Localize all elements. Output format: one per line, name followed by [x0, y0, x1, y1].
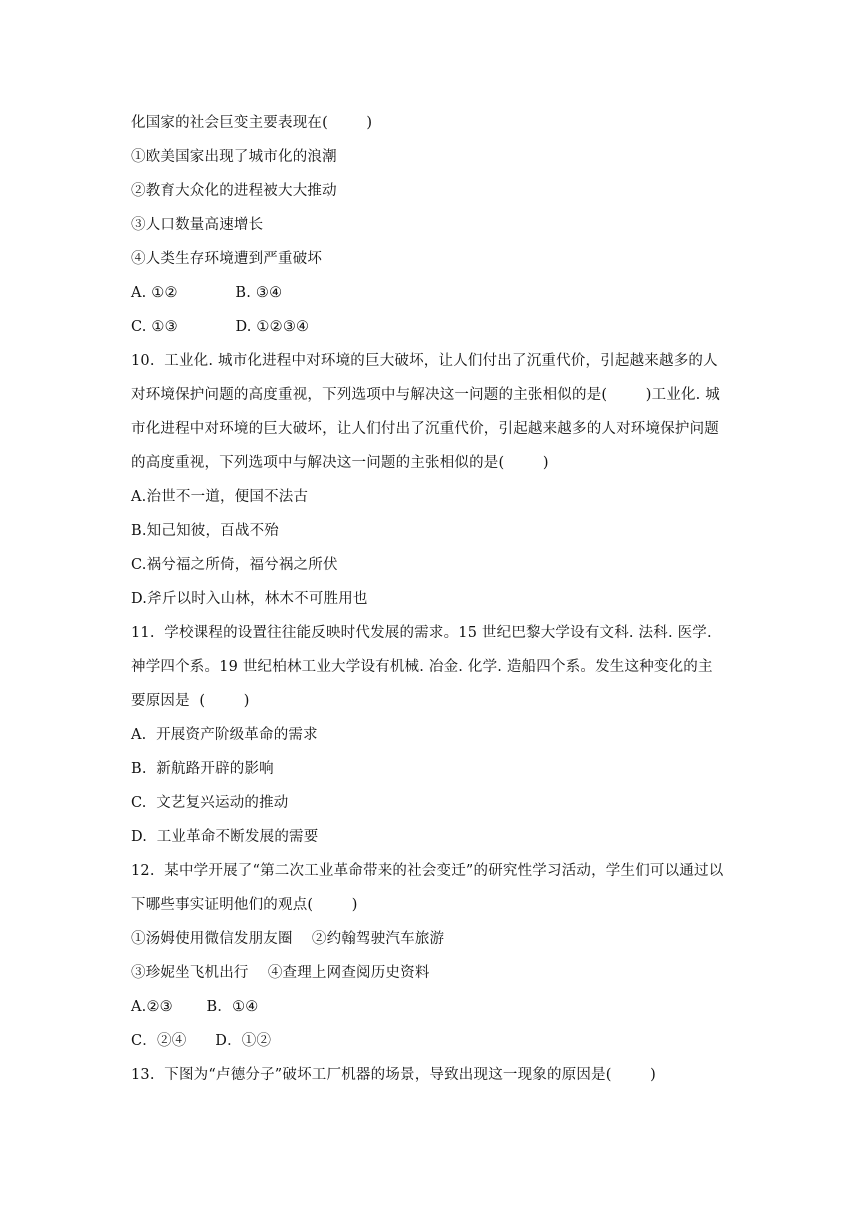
text-line: 神学四个系。19 世纪柏林工业大学设有机械. 冶金. 化学. 造船四个系。发生这种变化的主	[131, 659, 713, 675]
text-line: A. 开展资产阶级革命的需求	[131, 727, 318, 743]
text-line: 市化进程中对环境的巨大破坏，让人们付出了沉重代价，引起越来越多的人对环境保护问题	[131, 421, 719, 437]
text-line: 13. 下图为“卢德分子”破坏工厂机器的场景，导致出现这一现象的原因是( )	[131, 1067, 656, 1083]
text-line: 10. 工业化. 城市化进程中对环境的巨大破坏，让人们付出了沉重代价，引起越来越多的人	[131, 353, 718, 369]
text-line: ③人口数量高速增长	[131, 217, 264, 233]
text-line: A.②③ B．①④	[131, 999, 259, 1015]
text-line: 下哪些事实证明他们的观点( )	[131, 897, 358, 913]
text-line: A. ①② B. ③④	[131, 285, 283, 301]
text-line: ④人类生存环境遭到严重破坏	[131, 251, 323, 267]
text-line: D.斧斤以时入山林，林木不可胜用也	[131, 591, 368, 607]
text-line: C．②④ D．①②	[131, 1033, 272, 1049]
text-line: C.祸兮福之所倚，福兮祸之所伏	[131, 557, 338, 573]
text-line: ①汤姆使用微信发朋友圈 ②约翰驾驶汽车旅游	[131, 931, 445, 947]
text-line: B. 新航路开辟的影响	[131, 761, 274, 777]
text-line: 化国家的社会巨变主要表现在( )	[131, 115, 373, 131]
text-line: B.知己知彼，百战不殆	[131, 523, 279, 539]
text-line: D. 工业革命不断发展的需要	[131, 829, 319, 845]
text-line: C. 文艺复兴运动的推动	[131, 795, 289, 811]
text-line: A.治世不一道，便国不法古	[131, 489, 309, 505]
text-line: 12. 某中学开展了“第二次工业革命带来的社会变迁”的研究性学习活动，学生们可以通过以	[131, 863, 724, 879]
text-line: 要原因是 ( )	[131, 693, 250, 709]
text-line: ①欧美国家出现了城市化的浪潮	[131, 149, 337, 165]
text-line: 11. 学校课程的设置往往能反映时代发展的需求。15 世纪巴黎大学设有文科. 法科. 医学.	[131, 625, 712, 641]
text-line: C. ①③ D. ①②③④	[131, 319, 310, 335]
text-line: 的高度重视，下列选项中与解决这一问题的主张相似的是( )	[131, 455, 549, 471]
text-line: ②教育大众化的进程被大大推动	[131, 183, 337, 199]
text-line: ③珍妮坐飞机出行 ④查理上网查阅历史资料	[131, 965, 430, 981]
text-line: 对环境保护问题的高度重视，下列选项中与解决这一问题的主张相似的是( )工业化. 城	[131, 387, 721, 403]
